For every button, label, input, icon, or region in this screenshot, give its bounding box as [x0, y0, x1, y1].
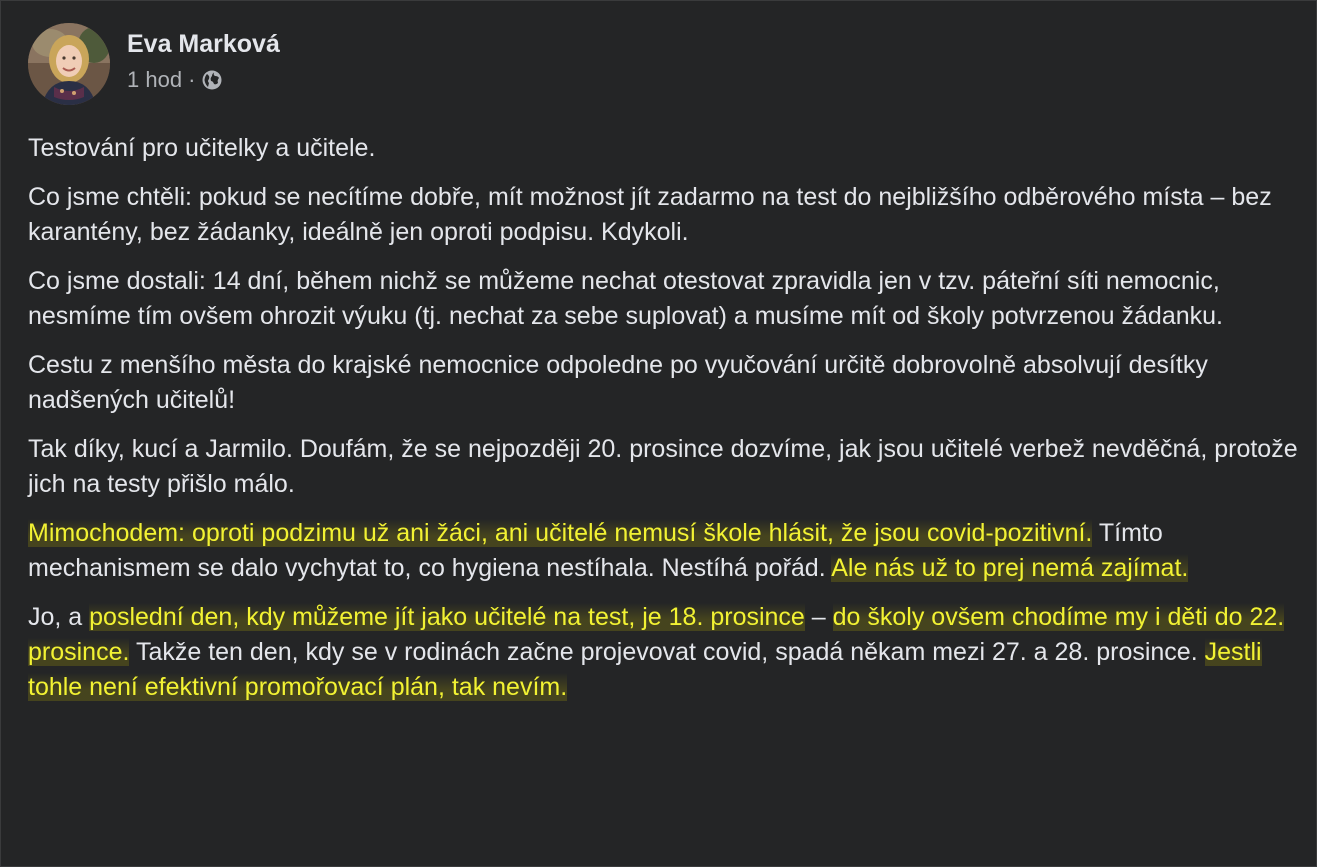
post-header [28, 23, 280, 105]
author-avatar[interactable] [28, 23, 110, 105]
highlighted-text: poslední den, kdy můžeme jít jako učitelé na test, je 18. prosince [89, 603, 805, 631]
separator-dot: · [188, 67, 196, 92]
post-paragraph [28, 600, 1300, 705]
post-timestamp[interactable]: 1 hod [127, 67, 183, 92]
avatar-image [28, 23, 110, 105]
post-paragraph [28, 348, 1300, 418]
paragraph-text: Tak díky, kucí a Jarmilo. Doufám, že se nejpozději 20. prosince dozvíme, jak jsou učitelé verbež nevděčná, protože jich na testy přišlo málo. [28, 435, 1298, 498]
highlighted-text: Mimochodem: oproti podzimu už ani žáci, ani učitelé nemusí škole hlásit, že jsou covid-pozitivní. [28, 519, 1093, 547]
author-name[interactable]: Eva Marková [127, 30, 280, 58]
paragraph-text: Co jsme dostali: 14 dní, během nichž se můžeme nechat otestovat zpravidla jen v tzv. páteřní síti nemocnic, nesmíme tím ovšem ohrozit výuku (tj. nechat za sebe suplovat) a musíme mít od školy potvrzenou žádanku. [28, 267, 1223, 330]
globe-icon[interactable] [201, 69, 223, 91]
paragraph-text: – [804, 603, 833, 631]
highlighted-text: Ale nás už to prej nemá zajímat. [831, 554, 1189, 582]
post-paragraph [28, 516, 1300, 586]
post-paragraph [28, 180, 1300, 250]
paragraph-text: Cestu z menšího města do krajské nemocnice odpoledne po vyučování určitě dobrovolně absolvují desítky nadšených učitelů! [28, 351, 1208, 414]
post-paragraph [28, 264, 1300, 334]
post-paragraph [28, 131, 1300, 166]
paragraph-text: Tímto mechanismem se dalo vychytat to, co hygiena nestíhala. Nestíhá pořád. [28, 519, 1163, 582]
highlighted-text: do školy ovšem chodíme my i děti do 22. prosince. [28, 603, 1285, 666]
paragraph-text: Takže ten den, kdy se v rodinách začne projevovat covid, spadá někam mezi 27. a 28. prosince. [129, 638, 1205, 666]
paragraph-text: Testování pro učitelky a učitele. [28, 134, 376, 162]
post-body [28, 131, 1300, 719]
highlighted-text: Jestli tohle není efektivní promořovací plán, tak nevím. [28, 638, 1262, 701]
paragraph-text: Co jsme chtěli: pokud se necítíme dobře, mít možnost jít zadarmo na test do nejbližšího odběrového místa – bez karantény, bez žádanky, ideálně jen oproti podpisu. Kdykoli. [28, 183, 1272, 246]
post-subline [127, 67, 280, 93]
post-paragraph [28, 432, 1300, 502]
paragraph-text: Jo, a [28, 603, 90, 631]
post-meta [127, 29, 280, 93]
